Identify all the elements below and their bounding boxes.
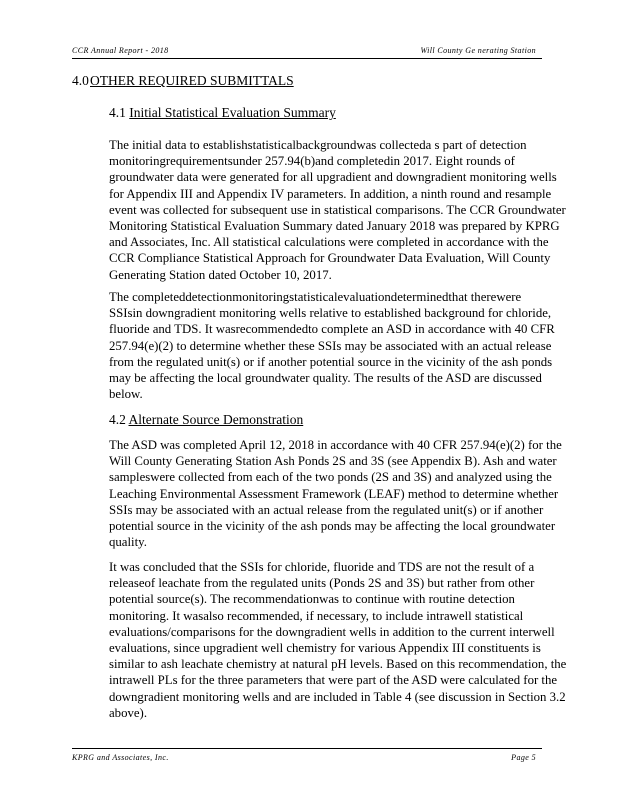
header-station-name: Will County Ge nerating Station bbox=[420, 46, 536, 55]
page-header bbox=[72, 44, 542, 59]
subsection-heading-4-2 bbox=[109, 411, 303, 429]
text-line: below. bbox=[109, 387, 143, 402]
text-line: Will County Generating Station Ash Ponds 2S and 3S (see Appendix B). Ash and water bbox=[109, 454, 557, 469]
subsection-heading-4-1 bbox=[109, 104, 336, 122]
subsection-number: 4.2 bbox=[109, 412, 126, 427]
text-line: It was concluded that the SSIs for chloride, fluoride and TDS are not the result of a bbox=[109, 560, 535, 574]
section-title: OTHER REQUIRED SUBMITTALS bbox=[90, 73, 294, 88]
text-line: event was collected for subsequent use in statistical comparisons. The CCR Groundwater bbox=[109, 202, 566, 217]
page-number: Page 5 bbox=[511, 753, 536, 762]
subsection-title: Initial Statistical Evaluation Summary bbox=[129, 105, 336, 120]
text-line: evaluations/comparisons for the downgradient wells in addition to the current interwell bbox=[109, 624, 555, 639]
text-line: and Associates, Inc. All statistical calculations were completed in accordance with the bbox=[109, 235, 549, 250]
footer-company: KPRG and Associates, Inc. bbox=[72, 753, 169, 762]
text-line: Generating Station dated October 10, 2017. bbox=[109, 267, 332, 282]
text-line: The completeddetectionmonitoringstatisticalevaluationdeterminedthat therewere bbox=[109, 290, 522, 304]
text-line: may be affecting the local groundwater quality. The results of the ASD are discussed bbox=[109, 371, 542, 386]
text-line: intrawell PLs for the three parameters that were part of the ASD were calculated for the bbox=[109, 673, 558, 688]
header-report-title: CCR Annual Report - 2018 bbox=[72, 46, 169, 55]
subsection-title: Alternate Source Demonstration bbox=[128, 412, 304, 427]
text-line: The initial data to establishstatisticalbackgroundwas collecteda s part of detection bbox=[109, 138, 527, 152]
text-line: CCR Compliance Statistical Approach for Groundwater Data Evaluation, Will County bbox=[109, 251, 551, 266]
section-number: 4.0 bbox=[72, 73, 89, 88]
text-line: for Appendix III and Appendix IV parameters. In addition, a ninth round and resample bbox=[109, 186, 552, 201]
text-line: Monitoring Statistical Evaluation Summary dated January 2018 was prepared by KPRG bbox=[109, 219, 560, 234]
text-line: potential source(s). The recommendationwas to continue with routine detection bbox=[109, 592, 515, 607]
text-line: 257.94(e)(2) to determine whether these SSIs may be associated with an actual release bbox=[109, 338, 552, 353]
text-line: groundwater data were generated for all upgradient and downgradient monitoring wells bbox=[109, 170, 557, 185]
text-line: Leaching Environmental Assessment Framework (LEAF) method to determine whether bbox=[109, 486, 559, 501]
text-line: potential source in the vicinity of the ash ponds may be affecting the local groundwater bbox=[109, 519, 556, 534]
text-line: evaluations, since upgradient well chemistry for various Appendix III constituents is bbox=[109, 641, 541, 656]
text-line: fluoride and TDS. It wasrecommendedto complete an ASD in accordance with 40 CFR bbox=[109, 322, 555, 337]
page-footer bbox=[72, 748, 542, 765]
text-line: sampleswere collected from each of the two ponds (2S and 3S) and analyzed using the bbox=[109, 470, 552, 485]
subsection-number: 4.1 bbox=[109, 105, 126, 120]
paragraph-asd-completed bbox=[109, 437, 597, 550]
section-heading bbox=[72, 72, 294, 90]
paragraph-detection-results bbox=[109, 289, 597, 402]
text-line: quality. bbox=[109, 535, 147, 550]
text-line: monitoring. It wasalso recommended, if necessary, to include intrawell statistical bbox=[109, 608, 524, 623]
text-line: The ASD was completed April 12, 2018 in accordance with 40 CFR 257.94(e)(2) for the bbox=[109, 438, 562, 452]
text-line: releaseof leachate from the regulated units (Ponds 2S and 3S) but rather from other bbox=[109, 576, 535, 591]
text-line: SSIs may be associated with an actual release from the regulated unit(s) or if another bbox=[109, 502, 544, 517]
text-line: similar to ash leachate chemistry at natural pH levels. Based on this recommendation, the bbox=[109, 657, 567, 672]
text-line: above). bbox=[109, 705, 148, 720]
text-line: monitoringrequirementsunder 257.94(b)and completedin 2017. Eight rounds of bbox=[109, 154, 515, 169]
paragraph-initial-data bbox=[109, 137, 597, 283]
text-line: downgradient monitoring wells and are included in Table 4 (see discussion in Section 3.2 bbox=[109, 689, 566, 704]
text-line: from the regulated unit(s) or if another potential source in the vicinity of the ash ponds bbox=[109, 354, 553, 369]
paragraph-asd-conclusion bbox=[109, 559, 597, 721]
text-line: SSIsin downgradient monitoring wells relative to established background for chloride, bbox=[109, 306, 552, 321]
